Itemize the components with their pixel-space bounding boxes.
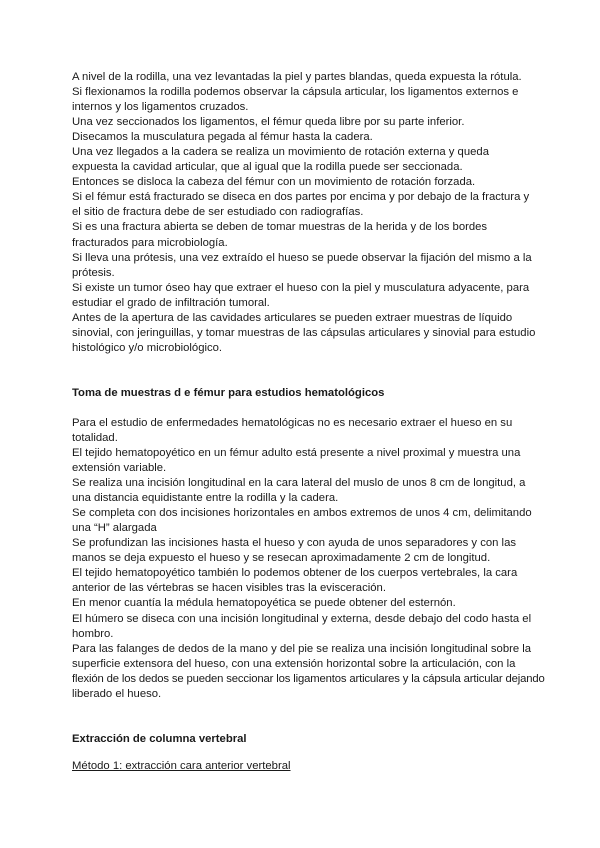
paragraph-line: liberado el hueso. xyxy=(72,687,162,700)
paragraph-line: Para las falanges de dedos de la mano y del pie se realiza una incisión longitudinal sobre la xyxy=(72,642,532,655)
paragraph-line: Una vez seccionados los ligamentos, el fémur queda libre por su parte inferior. xyxy=(72,116,465,129)
paragraph-line: Si es una fractura abierta se deben de tomar muestras de la herida y de los bordes xyxy=(72,221,488,234)
paragraph-line: Si el fémur está fracturado se diseca en dos partes por encima y por debajo de la fractura y xyxy=(72,191,530,204)
paragraph-line: una distancia equidistante entre la rodilla y la cadera. xyxy=(72,492,339,505)
paragraph-line: Se profundizan las incisiones hasta el hueso y con ayuda de unos separadores y con las xyxy=(72,537,516,550)
paragraph-line: El tejido hematopoyético en un fémur adulto está presente a nivel proximal y muestra una xyxy=(72,446,521,459)
paragraph-line: Antes de la apertura de las cavidades articulares se pueden extraer muestras de líquido xyxy=(72,311,513,324)
paragraph-line: Si flexionamos la rodilla podemos observar la cápsula articular, los ligamentos externos e xyxy=(72,86,519,99)
paragraph-line: prótesis. xyxy=(72,266,115,279)
paragraph-line: Si existe un tumor óseo hay que extraer el hueso con la piel y musculatura adyacente, para xyxy=(72,281,530,294)
paragraph-line: histológico y/o microbiológico. xyxy=(72,341,223,354)
section-columna xyxy=(72,732,528,774)
paragraph-line: hombro. xyxy=(72,627,114,640)
paragraph-line: estudiar el grado de infiltración tumoral. xyxy=(72,296,270,309)
paragraph-line: superficie extensora del hueso, con una extensión horizontal sobre la articulación, con la xyxy=(72,657,516,670)
paragraph-line: extensión variable. xyxy=(72,462,167,475)
paragraph-line: expuesta la cavidad articular, que al igual que la rodilla puede ser seccionada. xyxy=(72,161,463,174)
paragraph-line: Una vez llegados a la cadera se realiza un movimiento de rotación externa y queda xyxy=(72,146,489,159)
method-subheading: Método 1: extracción cara anterior vertebral xyxy=(72,759,291,772)
paragraph-line: Disecamos la musculatura pegada al fémur hasta la cadera. xyxy=(72,131,373,144)
section-hematologicos xyxy=(72,386,545,702)
paragraph-line: sinovial, con jeringuillas, y tomar muestras de las cápsulas articulares y sinovial para estudio xyxy=(72,326,536,339)
paragraph-line: internos y los ligamentos cruzados. xyxy=(72,101,249,114)
paragraph-line: Entonces se disloca la cabeza del fémur con un movimiento de rotación forzada. xyxy=(72,176,476,189)
paragraph-line: anterior de las vértebras se hacen visibles tras la evisceración. xyxy=(72,582,386,595)
section-heading: Toma de muestras d e fémur para estudios hematológicos xyxy=(72,386,385,399)
paragraph-line: En menor cuantía la médula hematopoyética se puede obtener del esternón. xyxy=(72,597,456,610)
paragraph-line: Se completa con dos incisiones horizontales en ambos extremos de unos 4 cm, delimitando xyxy=(72,507,532,520)
paragraph-line: El tejido hematopoyético también lo podemos obtener de los cuerpos vertebrales, la cara xyxy=(72,567,518,580)
paragraph-line: fracturados para microbiología. xyxy=(72,236,228,249)
paragraph-line: El húmero se diseca con una incisión longitudinal y externa, desde debajo del codo hasta el xyxy=(72,612,532,625)
paragraph-line: manos se deja expuesto el hueso y se resecan aproximadamente 2 cm de longitud. xyxy=(72,552,491,565)
paragraph-line: flexión de los dedos se pueden seccionar los ligamentos articulares y la cápsula articular dejando xyxy=(72,672,545,685)
paragraph-line: una “H” alargada xyxy=(72,522,157,535)
paragraph-line: el sitio de fractura debe de ser estudiado con radiografías. xyxy=(72,206,364,219)
paragraph-line: Se realiza una incisión longitudinal en la cara lateral del muslo de unos 8 cm de longitud, a xyxy=(72,477,526,490)
paragraph-line: Para el estudio de enfermedades hematológicas no es necesario extraer el hueso en su xyxy=(72,416,513,429)
paragraph-line: totalidad. xyxy=(72,431,118,444)
paragraph-line: A nivel de la rodilla, una vez levantadas la piel y partes blandas, queda expuesta la rótula. xyxy=(72,71,522,83)
section-rodilla xyxy=(72,70,536,356)
section-heading: Extracción de columna vertebral xyxy=(72,732,247,745)
paragraph-line: Si lleva una prótesis, una vez extraído el hueso se puede observar la fijación del mismo a la xyxy=(72,251,532,264)
